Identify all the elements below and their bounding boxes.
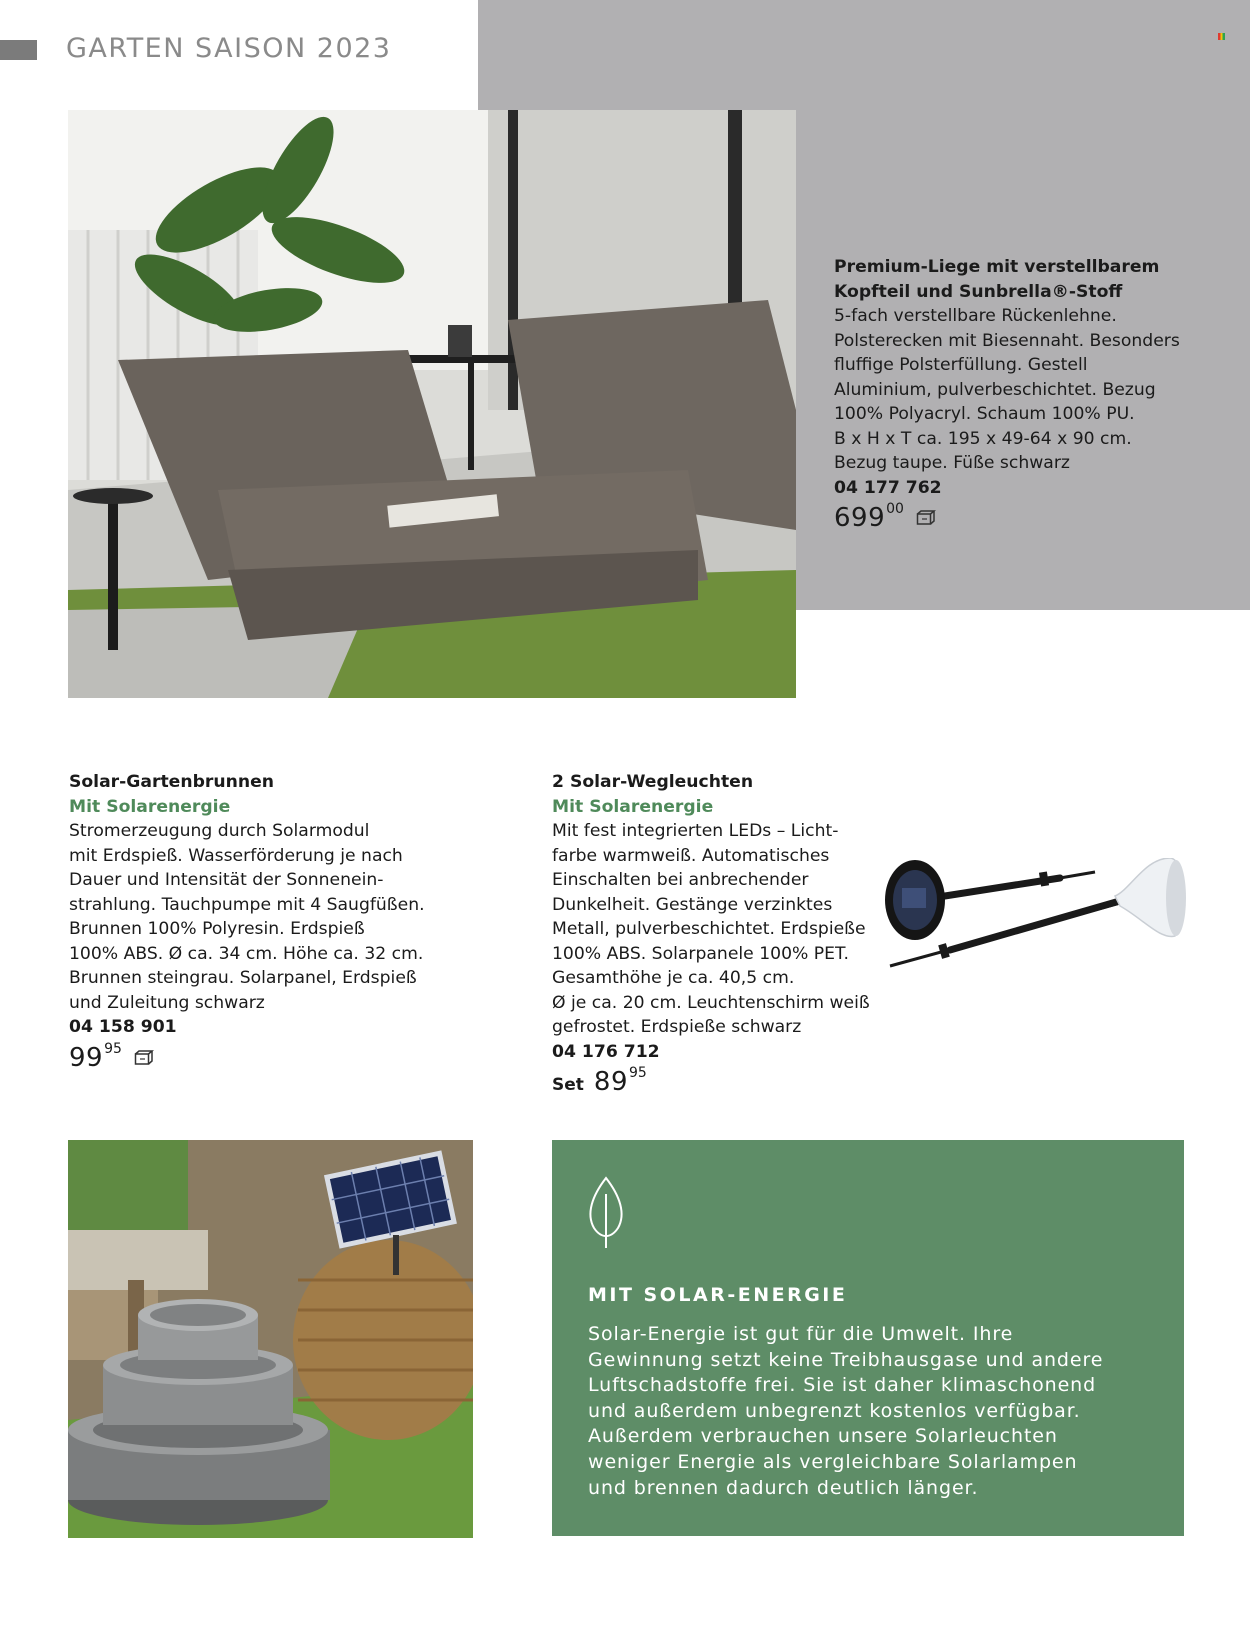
fountain-product-info bbox=[69, 770, 459, 1073]
lights-price-main: 89 bbox=[593, 1067, 628, 1097]
solar-energy-info-box bbox=[552, 1140, 1184, 1536]
lights-price-prefix: Set bbox=[552, 1075, 584, 1095]
info-box-text-line: weniger Energie als vergleichbare Solarlampen bbox=[588, 1450, 1078, 1473]
lights-desc-line: Mit fest integrierten LEDs – Licht- bbox=[552, 821, 839, 841]
info-box-text bbox=[588, 1322, 1103, 1501]
fountain-desc-line: Dauer und Intensität der Sonnenein- bbox=[69, 870, 384, 890]
lounger-price-cents: 00 bbox=[886, 501, 904, 517]
lights-price-cents: 95 bbox=[629, 1065, 647, 1081]
fountain-desc-line: mit Erdspieß. Wasserförderung je nach bbox=[69, 845, 403, 866]
lounger-price bbox=[834, 501, 1244, 533]
info-box-text-line: Solar-Energie ist gut für die Umwelt. Ihre bbox=[588, 1323, 1014, 1345]
lights-desc-line: gefrostet. Erdspieße schwarz bbox=[552, 1017, 802, 1037]
lounger-title-line-2: Kopfteil und Sunbrella®-Stoff bbox=[834, 281, 1123, 302]
lounger-article-number: 04 177 762 bbox=[834, 477, 942, 498]
fountain-desc-line: Stromerzeugung durch Solarmodul bbox=[69, 821, 370, 841]
lounger-photo bbox=[68, 110, 796, 698]
lights-desc-line: Dunkelheit. Gestänge verzinktes bbox=[552, 894, 833, 915]
lounger-desc-line: Aluminium, pulverbeschichtet. Bezug bbox=[834, 379, 1156, 400]
info-box-title: MIT SOLAR-ENERGIE bbox=[588, 1284, 848, 1306]
lights-desc-line: 100% ABS. Solarpanele 100% PET. bbox=[552, 943, 849, 964]
lounger-price-main: 699 bbox=[834, 503, 886, 533]
brand-dot-icon bbox=[1218, 33, 1225, 40]
lounger-desc-line: Polsterecken mit Biesennaht. Besonders bbox=[834, 330, 1180, 351]
lounger-product-info bbox=[834, 255, 1244, 531]
info-box-text-line: und außerdem unbegrenzt kostenlos verfügbar. bbox=[588, 1399, 1081, 1422]
fountain-price bbox=[69, 1040, 459, 1073]
fountain-title: Solar-Gartenbrunnen bbox=[69, 772, 274, 792]
header-accent-bar bbox=[0, 40, 37, 60]
fountain-price-cents: 95 bbox=[104, 1040, 122, 1057]
fountain-subtitle: Mit Solarenergie bbox=[69, 796, 231, 817]
lights-price bbox=[552, 1065, 872, 1097]
leaf-icon bbox=[586, 1176, 626, 1250]
delivery-box-icon bbox=[134, 1050, 154, 1066]
fountain-desc-line: Brunnen steingrau. Solarpanel, Erdspieß bbox=[69, 968, 417, 988]
page-title: GARTEN SAISON 2023 bbox=[66, 33, 392, 64]
lights-desc-line: Einschalten bei anbrechender bbox=[552, 870, 809, 890]
lights-product-info bbox=[552, 770, 872, 1095]
lights-title: 2 Solar-Wegleuchten bbox=[552, 772, 754, 792]
lights-desc-line: farbe warmweiß. Automatisches bbox=[552, 845, 830, 866]
fountain-article-number: 04 158 901 bbox=[69, 1017, 177, 1037]
lounger-desc-line: fluffige Polsterfüllung. Gestell bbox=[834, 355, 1088, 375]
info-box-text-line: Außerdem verbrauchen unsere Solarleuchten bbox=[588, 1425, 1058, 1448]
lights-desc-line: Ø je ca. 20 cm. Leuchtenschirm weiß bbox=[552, 992, 870, 1013]
info-box-text-line: und brennen dadurch deutlich länger. bbox=[588, 1476, 979, 1499]
fountain-desc-line: 100% ABS. Ø ca. 34 cm. Höhe ca. 32 cm. bbox=[69, 943, 424, 964]
info-box-text-line: Gewinnung setzt keine Treibhausgase und andere bbox=[588, 1348, 1104, 1371]
fountain-price-main: 99 bbox=[69, 1042, 104, 1073]
fountain-desc-line: strahlung. Tauchpumpe mit 4 Saugfüßen. bbox=[69, 894, 425, 915]
lounger-desc-line: 100% Polyacryl. Schaum 100% PU. bbox=[834, 404, 1135, 424]
fountain-desc-line: und Zuleitung schwarz bbox=[69, 992, 265, 1013]
info-box-text-line: Luftschadstoffe frei. Sie ist daher klimaschonend bbox=[588, 1374, 1097, 1397]
lounger-desc-line: B x H x T ca. 195 x 49-64 x 90 cm. bbox=[834, 428, 1132, 449]
lounger-desc-line: 5-fach verstellbare Rückenlehne. bbox=[834, 306, 1117, 326]
fountain-photo bbox=[68, 1140, 473, 1538]
lounger-title-line-1: Premium-Liege mit verstellbarem bbox=[834, 257, 1160, 277]
lounger-desc-line: Bezug taupe. Füße schwarz bbox=[834, 453, 1070, 473]
solar-lights-photo bbox=[880, 858, 1190, 1018]
lights-article-number: 04 176 712 bbox=[552, 1041, 660, 1062]
lights-desc-line: Metall, pulverbeschichtet. Erdspieße bbox=[552, 919, 866, 939]
fountain-desc-line: Brunnen 100% Polyresin. Erdspieß bbox=[69, 919, 365, 939]
delivery-box-icon bbox=[916, 510, 936, 526]
lights-desc-line: Gesamthöhe je ca. 40,5 cm. bbox=[552, 968, 795, 988]
lights-subtitle: Mit Solarenergie bbox=[552, 796, 714, 817]
